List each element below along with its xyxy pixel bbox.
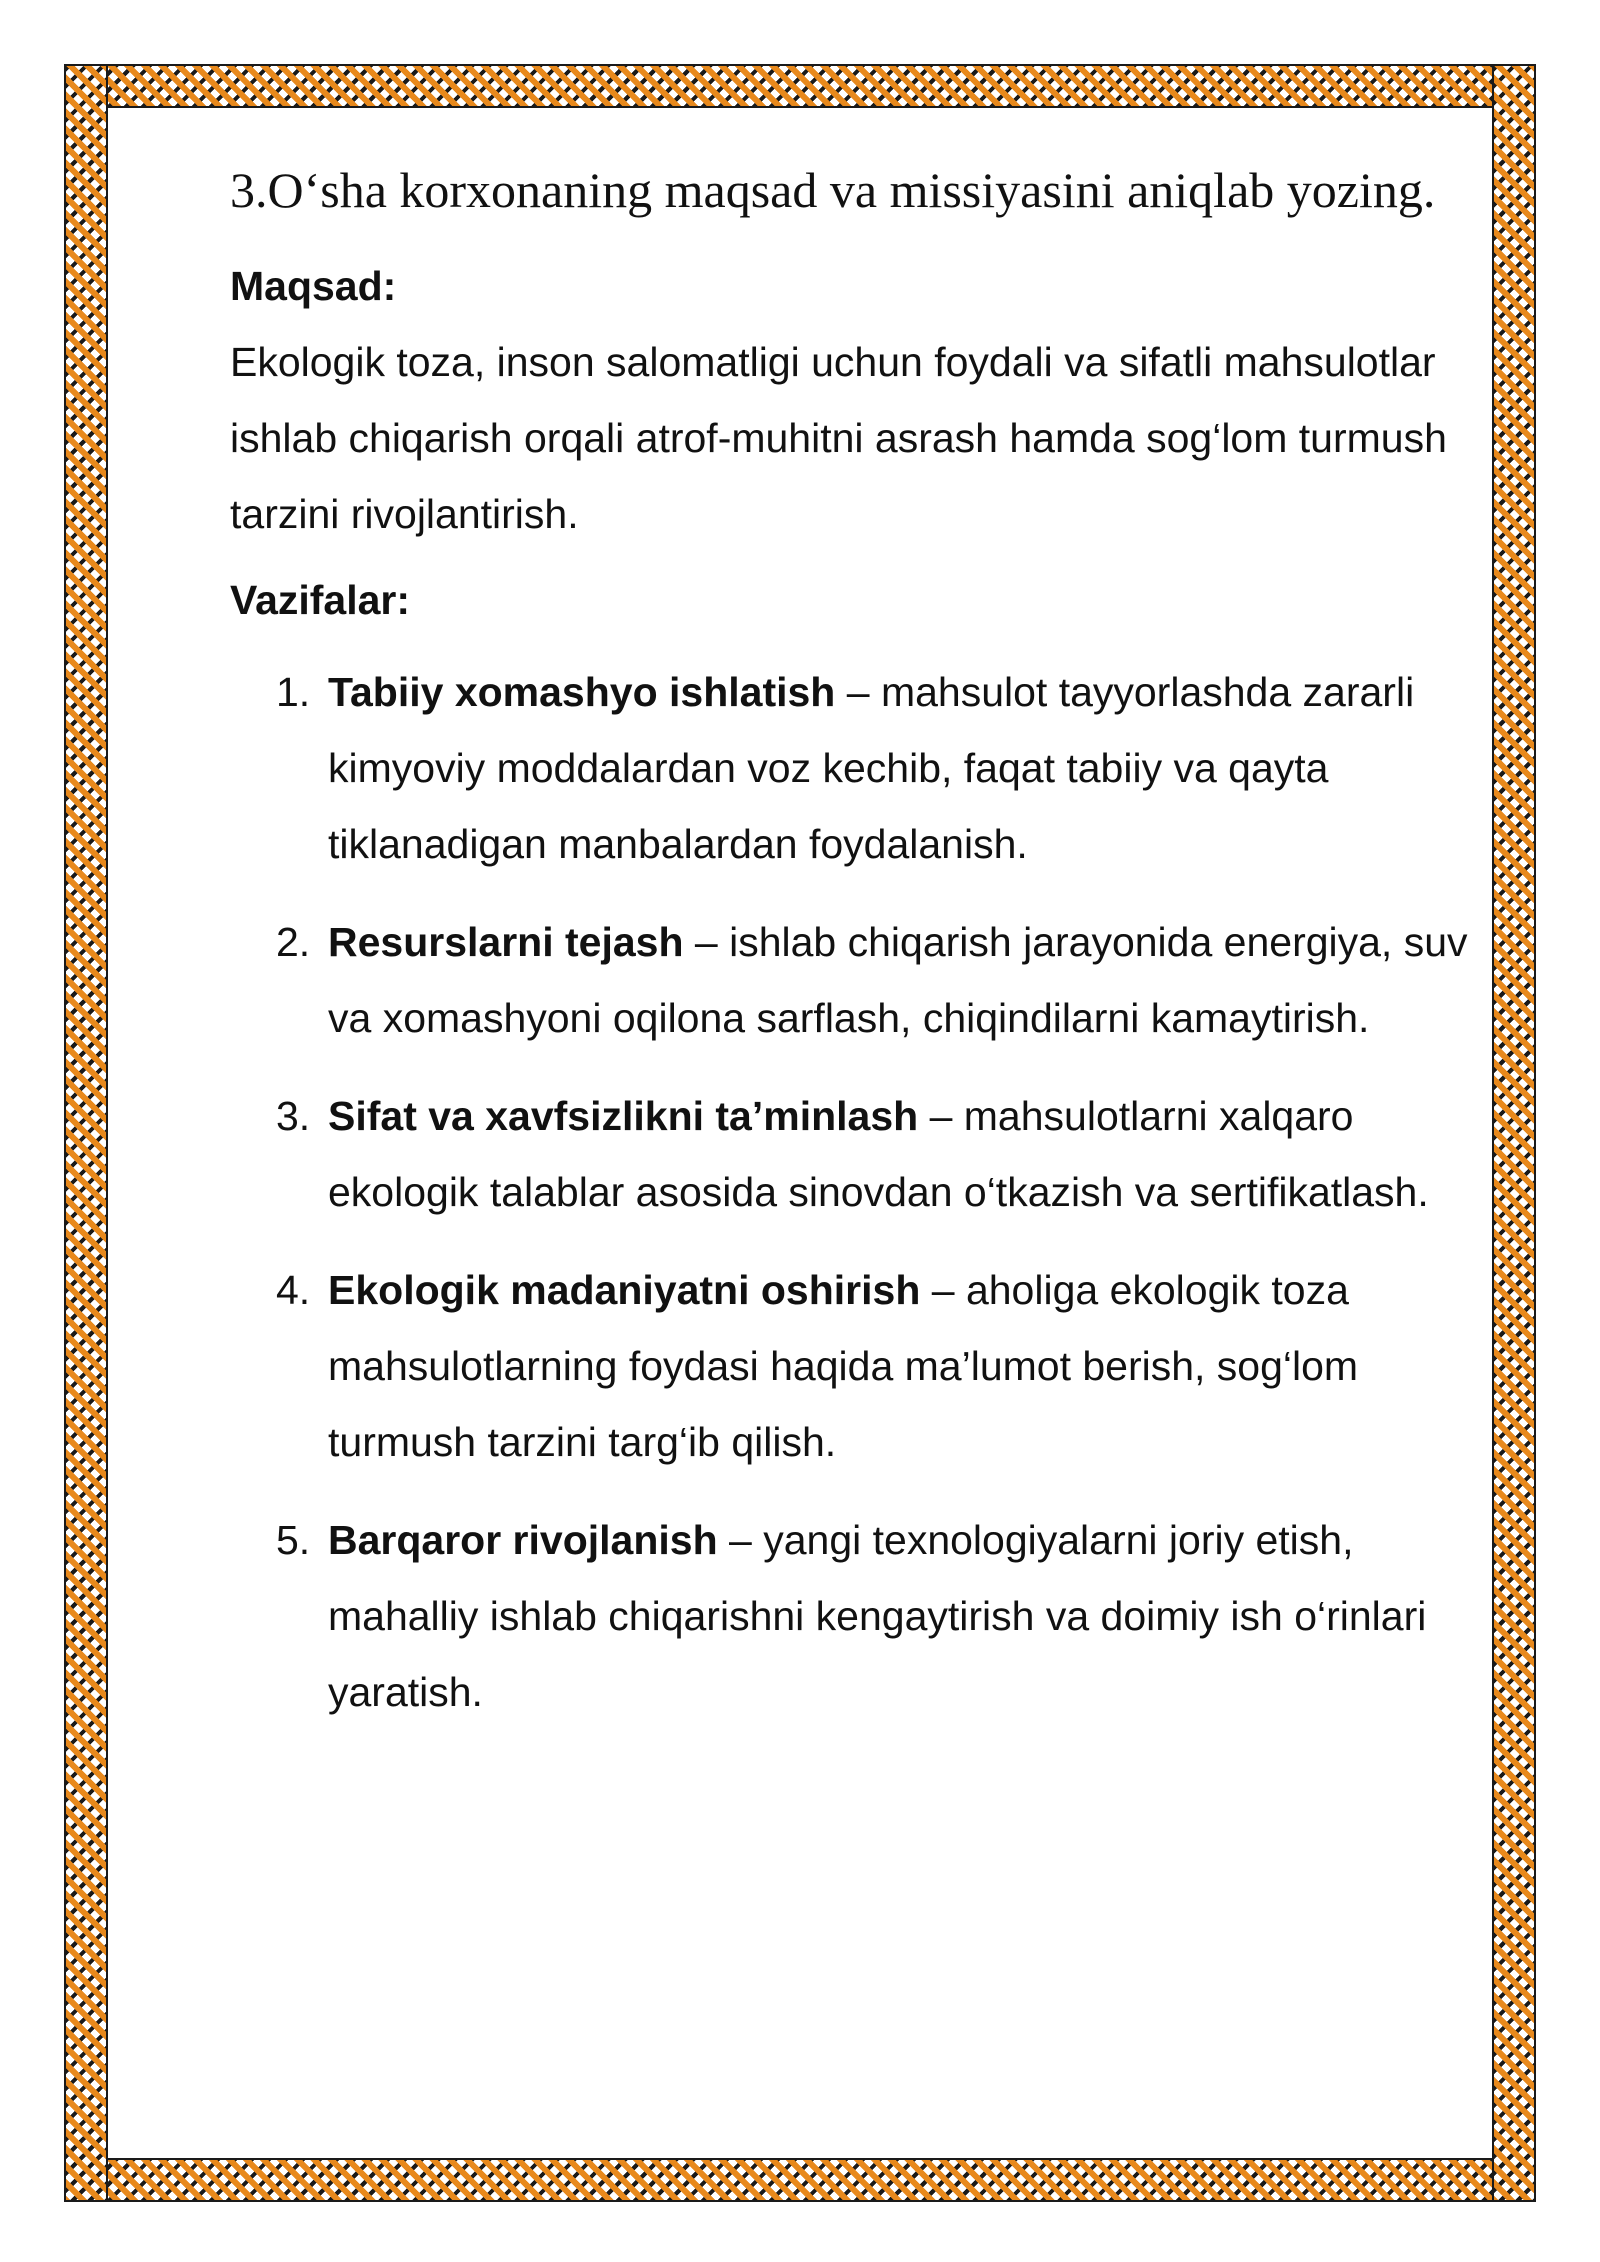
task-item xyxy=(230,1252,1480,1480)
task-separator: – xyxy=(683,919,730,965)
task-item xyxy=(230,654,1480,882)
tasks-list xyxy=(230,654,1480,1730)
task-text: aholiga ekologik toza mahsulotlarning foydasi haqida ma’lumot berish, sog‘lom turmush tarzini targ‘ib qilish. xyxy=(328,1267,1359,1465)
decorative-border-right xyxy=(1492,64,1536,2202)
task-separator: – xyxy=(918,1093,964,1139)
task-number: 3. xyxy=(276,1093,311,1139)
page-title: 3.O‘sha korxonaning maqsad va missiyasini aniqlab yozing. xyxy=(230,162,1436,218)
task-title: Barqaror rivojlanish xyxy=(328,1517,718,1563)
task-title: Resurslarni tejash xyxy=(328,919,684,965)
task-number: 1. xyxy=(276,669,311,715)
task-text: mahsulotlarni xalqaro ekologik talablar asosida sinovdan o‘tkazish va sertifikatlash. xyxy=(328,1093,1429,1215)
task-number: 5. xyxy=(276,1517,311,1563)
tasks-label: Vazifalar: xyxy=(230,577,411,623)
task-item xyxy=(230,1078,1480,1230)
task-separator: – xyxy=(920,1267,966,1313)
document-body xyxy=(230,150,1480,1752)
task-item xyxy=(230,904,1480,1056)
task-text: ishlab chiqarish jarayonida energiya, suv va xomashyoni oqilona sarflash, chiqindilarni kamaytirish. xyxy=(328,919,1468,1041)
task-separator: – xyxy=(717,1517,764,1563)
task-separator: – xyxy=(835,669,881,715)
task-title: Tabiiy xomashyo ishlatish xyxy=(328,669,836,715)
task-number: 2. xyxy=(276,919,311,965)
task-title: Sifat va xavfsizlikni ta’minlash xyxy=(328,1093,919,1139)
decorative-border-top xyxy=(64,64,1536,108)
task-item xyxy=(230,1502,1480,1730)
task-text: mahsulot tayyorlashda zararli kimyoviy moddalardan voz kechib, faqat tabiiy va qayta tiklanadigan manbalardan foydalanish. xyxy=(328,669,1415,867)
task-title: Ekologik madaniyatni oshirish xyxy=(328,1267,921,1313)
task-text: yangi texnologiyalarni joriy etish, mahalliy ishlab chiqarishni kengaytirish va doimiy ish o‘rinlari yaratish. xyxy=(328,1517,1427,1715)
decorative-border-left xyxy=(64,64,108,2202)
decorative-border-bottom xyxy=(64,2158,1536,2202)
task-number: 4. xyxy=(276,1267,311,1313)
goal-text: Ekologik toza, inson salomatligi uchun foydali va sifatli mahsulotlar ishlab chiqarish orqali atrof-muhitni asrash hamda sog‘lom turmush tarzini rivojlantirish. xyxy=(230,339,1447,537)
goal-label: Maqsad: xyxy=(230,263,397,309)
